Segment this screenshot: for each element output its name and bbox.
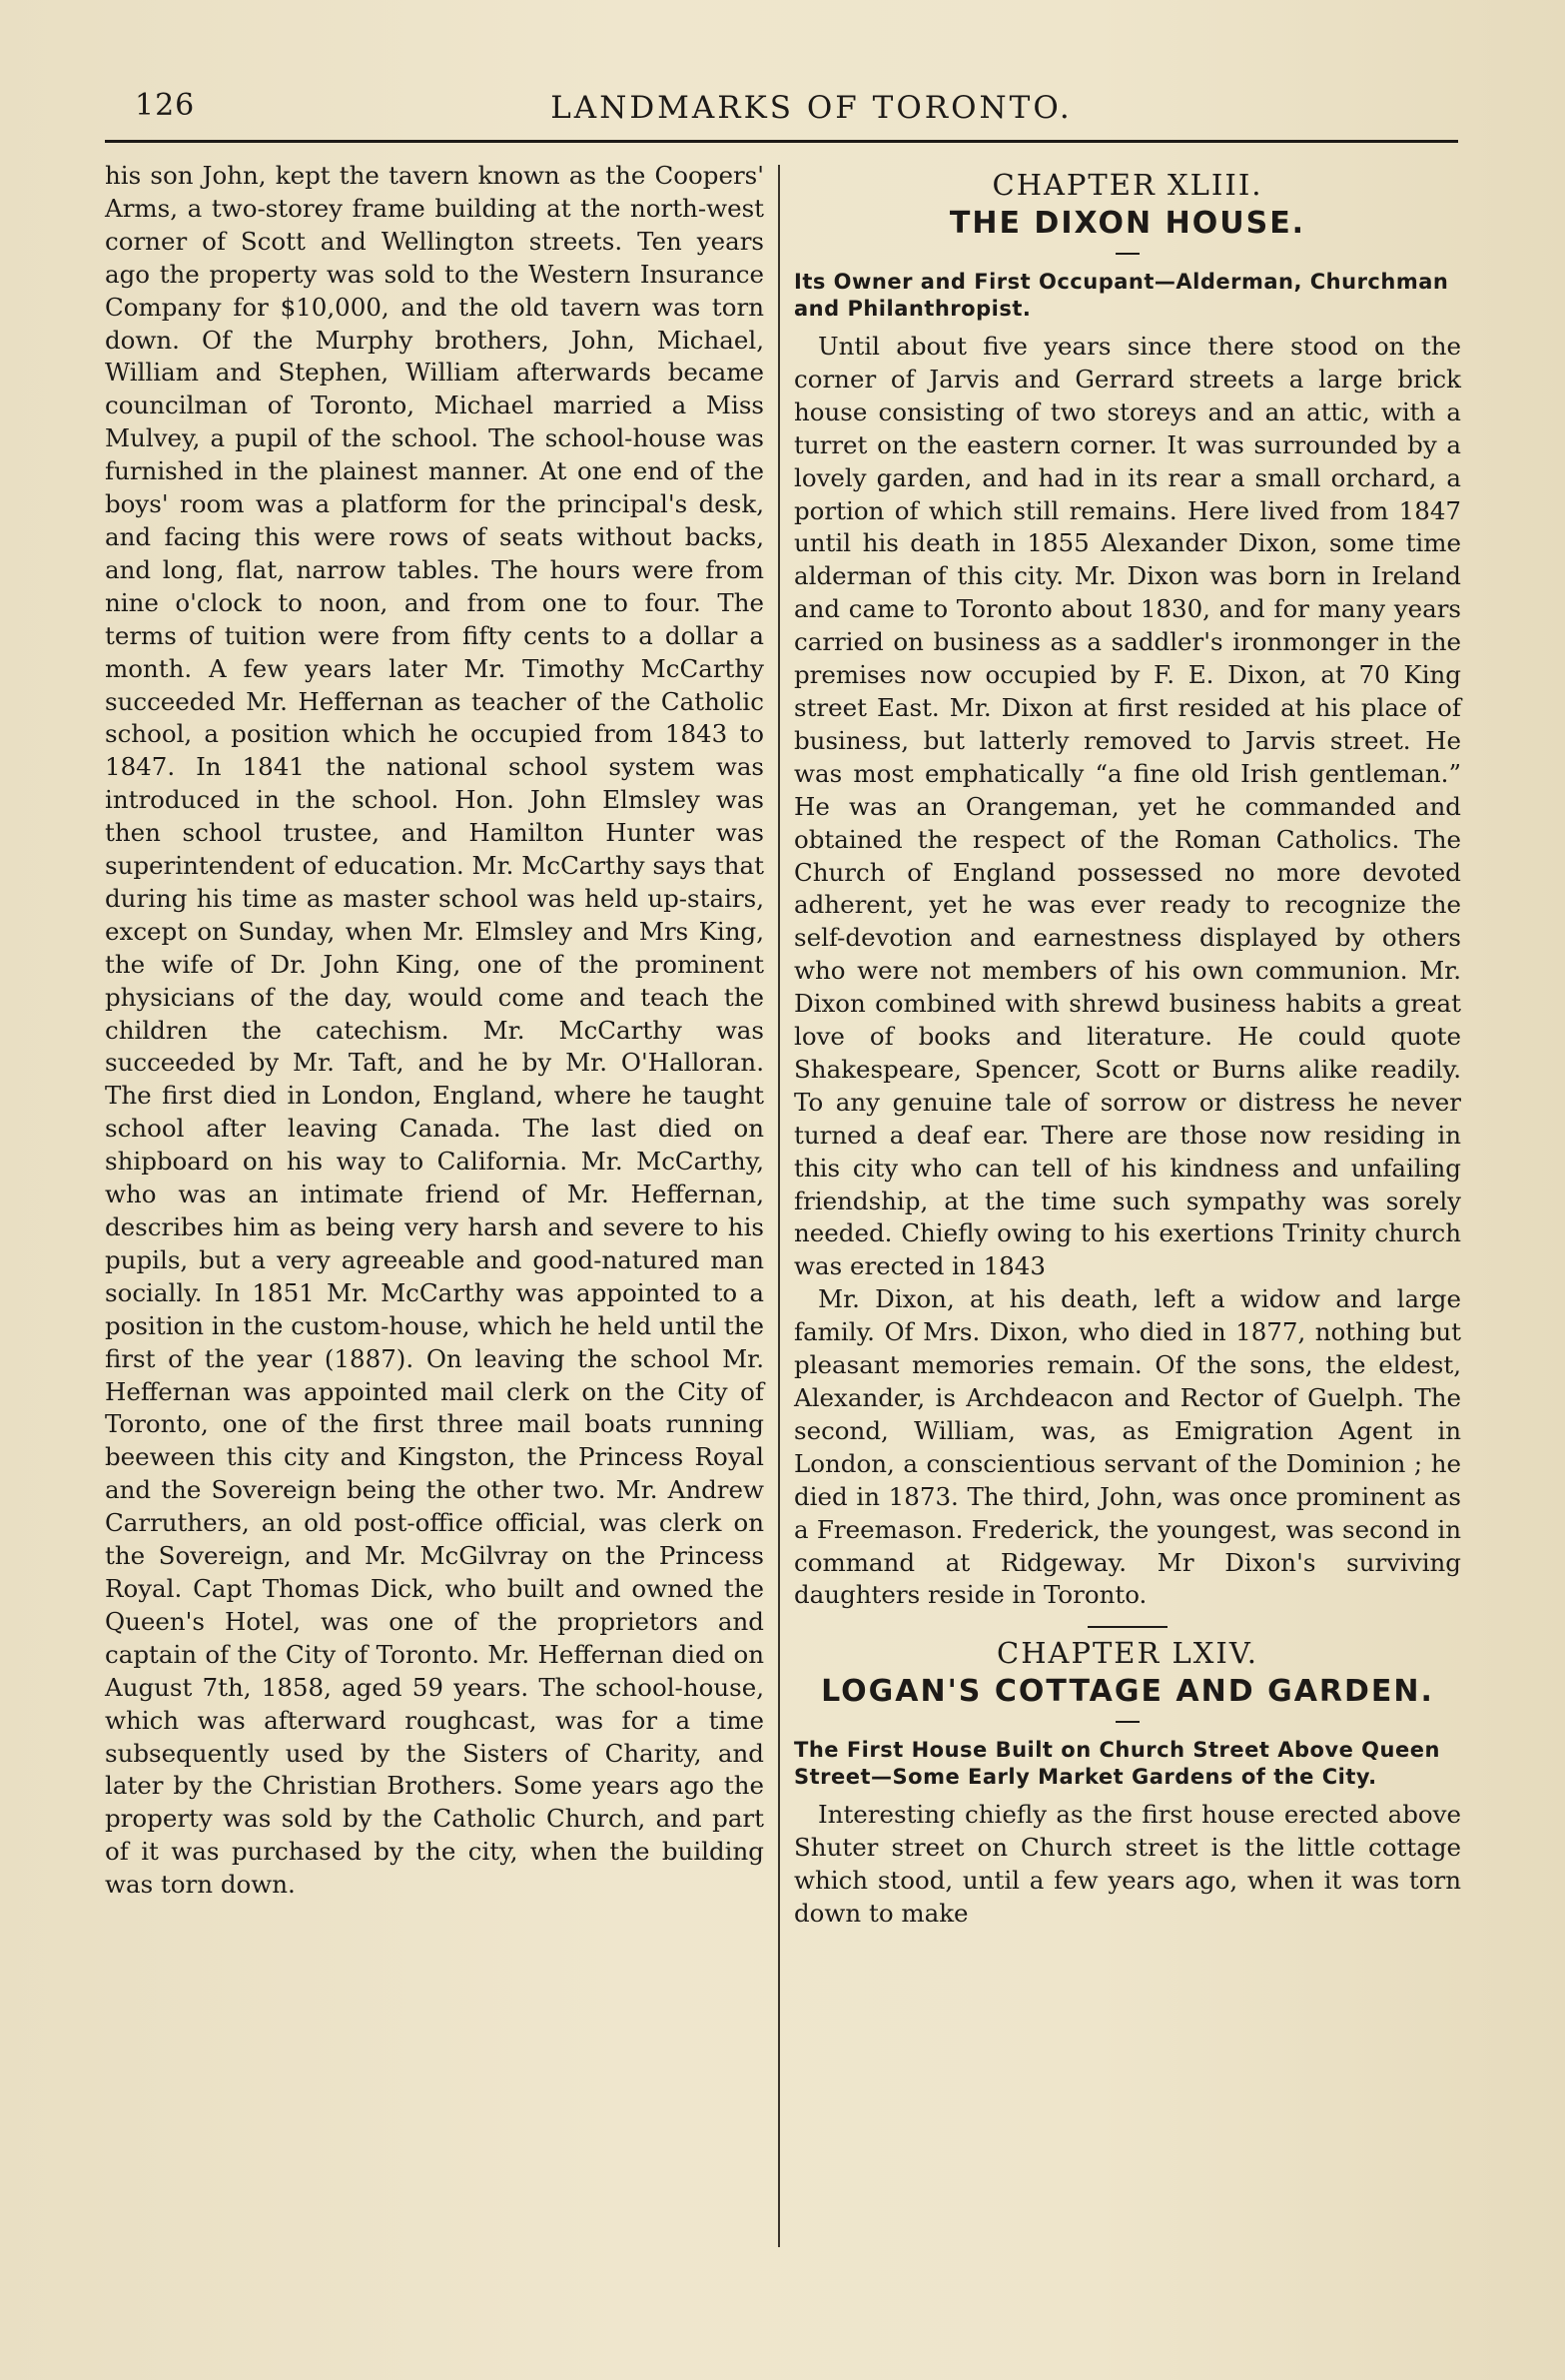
left-column (105, 160, 764, 1902)
chapter-43-title: THE DIXON HOUSE. (949, 206, 1306, 241)
column-divider (778, 165, 780, 2247)
continued-paragraph: his son John, kept the tavern known as the Coopers' Arms, a two-storey frame building at the north-west corner of Scott and Wellington streets. Ten years ago the property was sold to the Western Insurance Company for $10,000, and the old tavern was torn down. Of the Murphy brothers, John, Michael, William and Stephen, William afterwards became councilman of Toronto, Michael married a Miss Mulvey, a pupil of the school. The school-house was furnished in the plainest manner. At one end of the boys' room was a platform for the principal's desk, and facing this were rows of seats without backs, and long, flat, narrow tables. The hours were from nine o'clock to noon, and from one to four. The terms of tuition were from fifty cents to a dollar a month. A few years later Mr. Timothy McCarthy succeeded Mr. Heffernan as teacher of the Catholic school, a position which he occupied from 1843 to 1847. In 1841 the national school system was introduced in the school. Hon. John Elmsley was then school trustee, and Hamilton Hunter was superintendent of education. Mr. McCarthy says that during his time as master school was held up-stairs, except on Sunday, when Mr. Elmsley and Mrs King, the wife of Dr. John King, one of the prominent physicians of the day, would come and teach the children the catechism. Mr. McCarthy was succeeded by Mr. Taft, and he by Mr. O'Halloran. The first died in London, England, where he taught school after leaving Canada. The last died on shipboard on his way to California. Mr. McCarthy, who was an intimate friend of Mr. Heffernan, describes him as being very harsh and severe to his pupils, but a very agreeable and good-natured man socially. In 1851 Mr. McCarthy was appointed to a position in the custom-house, which he held until the first of the year (1887). On leaving the school Mr. Heffernan was appointed mail clerk on the City of Toronto, one of the first three mail boats running beeween this city and Kingston, the Princess Royal and the Sovereign being the other two. Mr. Andrew Carruthers, an old post-office official, was clerk on the Sovereign, and Mr. McGilvray on the Princess Royal. Capt Thomas Dick, who built and owned the Queen's Hotel, was one of the proprietors and captain of the City of Toronto. Mr. Heffernan died on August 7th, 1858, aged 59 years. The school-house, which was afterward roughcast, was for a time subsequently used by the Sisters of Charity, and later by the Christian Brothers. Some years ago the property was sold by the Catholic Church, and part of it was purchased by the city, when the building was torn down. (105, 161, 764, 1900)
running-title: LANDMARKS OF TORONTO. (550, 90, 1073, 126)
page-header (105, 88, 1458, 138)
chapter-43-paragraph-2: Mr. Dixon, at his death, left a widow and large family. Of Mrs. Dixon, who died in 1877, nothing but pleasant memories remain. Of the sons, the eldest, Alexander, is Archdeacon and Rector of Guelph. The second, William, was, as Emigration Agent in London, a conscientious servant of the Dominion ; he died in 1873. The third, John, was once prominent as a Freemason. Frederick, the youngest, was second in command at Ridgeway. Mr Dixon's surviving daughters reside in Toronto. (794, 1284, 1461, 1610)
chapter-43-rule (1116, 253, 1140, 255)
chapter-43-number: CHAPTER XLIII. (992, 168, 1263, 202)
chapter-64-paragraph-1: Interesting chiefly as the first house erected above Shuter street on Church street is the little cottage which stood, until a few years ago, when it was torn down to make (794, 1800, 1461, 1929)
chapter-43-paragraph-1: Until about five years since there stood on the corner of Jarvis and Gerrard streets a large brick house consisting of two storeys and an attic, with a turret on the eastern corner. It was surrounded by a lovely garden, and had in its rear a small orchard, a portion of which still remains. Here lived from 1847 until his death in 1855 Alexander Dixon, some time alderman of this city. Mr. Dixon was born in Ireland and came to Toronto about 1830, and for many years carried on business as a saddler's ironmonger in the premises now occupied by F. E. Dixon, at 70 King street East. Mr. Dixon at first resided at his place of business, but latterly removed to Jarvis street. He was most emphatically “a fine old Irish gentleman.” He was an Orangeman, yet he commanded and obtained the respect of the Roman Catholics. The Church of England possessed no more devoted adherent, yet he was ever ready to recognize the self-devotion and earnestness displayed by others who were not members of his own communion. Mr. Dixon combined with shrewd business habits a great love of books and literature. He could quote Shakespeare, Spencer, Scott or Burns alike readily. To any genuine tale of sorrow or distress he never turned a deaf ear. There are those now residing in this city who can tell of his kindness and unfailing friendship, at the time such sympathy was sorely needed. Chiefly owing to his exertions Trinity church was erected in 1843 (794, 332, 1461, 1281)
chapter-64-number: CHAPTER LXIV. (997, 1636, 1258, 1671)
chapter-64-title: LOGAN'S COTTAGE AND GARDEN. (821, 1674, 1434, 1710)
page-number: 126 (135, 88, 196, 123)
chapter-64-subtitle: The First House Built on Church Street Above Queen Street—Some Early Market Gardens of the City. (794, 1738, 1440, 1790)
chapter-64-rule (1116, 1721, 1140, 1723)
chapter-separator-rule (1088, 1626, 1168, 1628)
chapter-43-subtitle: Its Owner and First Occupant—Alderman, Churchman and Philanthropist. (794, 270, 1449, 321)
header-rule (105, 140, 1458, 143)
right-column (794, 160, 1461, 1931)
